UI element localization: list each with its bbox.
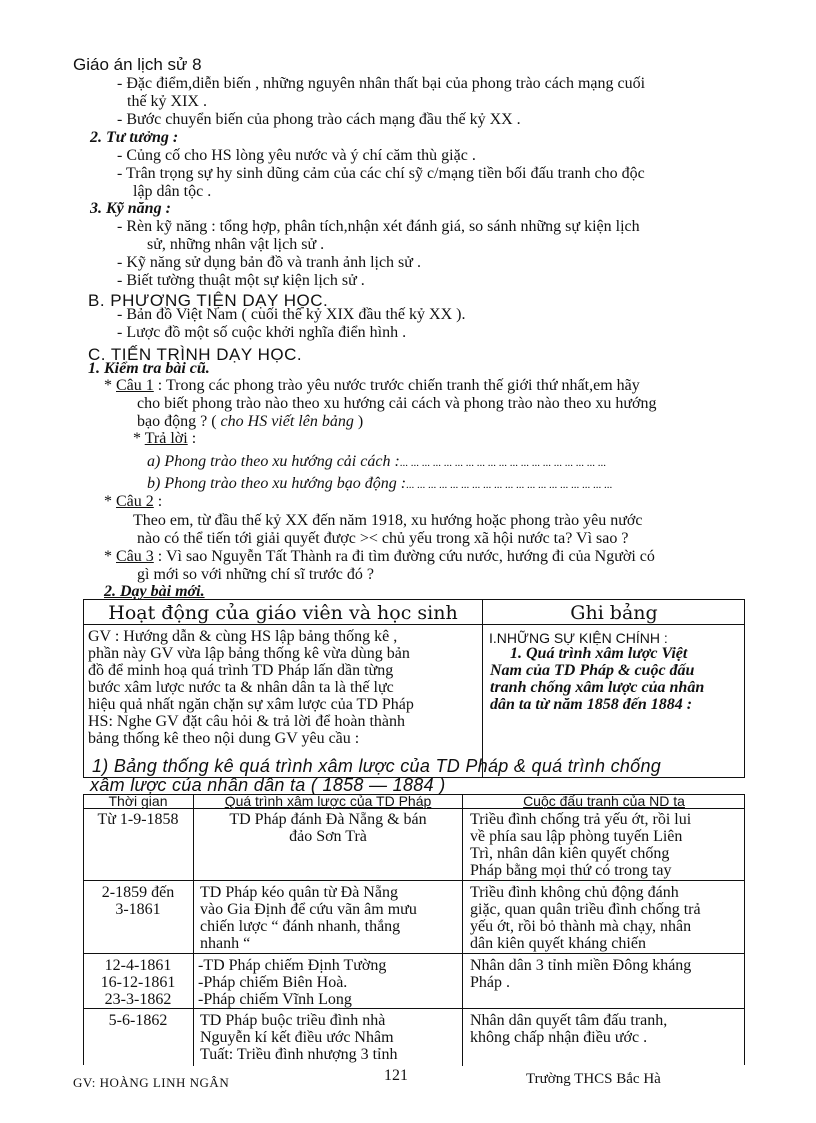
stats-col-divider-1 xyxy=(193,794,194,1066)
section-c-sub1: 1. Kiểm tra bài cũ. xyxy=(88,360,210,377)
row2-struggle-2: giặc, quan quân triều đình chống trả xyxy=(470,901,701,918)
activity-col1-line-3: đồ để minh hoạ quá trình TD Pháp lấn dần từng xyxy=(88,662,394,679)
td-heading: 2. Tư tưởng : xyxy=(90,129,179,146)
row2-struggle-4: dân kiên quyết kháng chiến xyxy=(470,935,646,952)
kn-line-1: - Rèn kỹ năng : tổng hợp, phân tích,nhận xét đánh giá, so sánh những sự kiện lịch xyxy=(117,218,640,235)
row3-struggle-2: Pháp . xyxy=(470,974,510,991)
header-title: Giáo án lịch sử 8 xyxy=(73,55,202,74)
row4-time-1: 5-6-1862 xyxy=(108,1012,168,1029)
stats-header-struggle: Cuộc đấu tranh của ND ta xyxy=(523,793,685,809)
section-b-line-1: - Bản đồ Việt Nam ( cuối thế kỷ XIX đầu thế kỷ XX ). xyxy=(117,306,466,323)
stats-title-line-1: 1) Bảng thống kê quá trình xâm lược của TD Pháp & quá trình chống xyxy=(92,756,662,776)
footer-page-number: 121 xyxy=(384,1067,408,1084)
row4-struggle-1: Nhân dân quyết tâm đấu tranh, xyxy=(470,1012,668,1029)
q2-label: Câu 2 xyxy=(116,493,154,510)
row3-process-1: -TD Pháp chiếm Định Tường xyxy=(198,957,387,974)
activity-table-divider xyxy=(482,599,483,778)
answer-b-dots: ... ... ... ... ... ... ... ... ... ... ... ... ... ... ... ... ... ... ... xyxy=(406,479,613,491)
row3-time-2: 16-12-1861 xyxy=(100,974,176,991)
row4-struggle-2: không chấp nhận điều ước . xyxy=(470,1029,648,1046)
activity-col2-line-2: Nam của TD Pháp & cuộc đấu xyxy=(490,662,695,679)
row2-time-2: 3-1861 xyxy=(115,901,161,918)
q1-text-3: bạo động ? ( xyxy=(137,413,221,430)
td-line-1: - Củng cố cho HS lòng yêu nước và ý chí căm thù giặc . xyxy=(117,147,476,164)
q2-label-line: * Câu 2 : xyxy=(104,493,163,510)
q2-line-2: nào có thể tiến tới giải quyết được >< chủ yếu trong xã hội nước ta? Vì sao ? xyxy=(137,530,629,547)
answer-a-text: a) Phong trào theo xu hướng cải cách : xyxy=(147,453,400,470)
row4-process-1: TD Pháp buộc triều đình nhà xyxy=(200,1012,386,1029)
activity-col1-line-2: phần này GV vừa lập bảng thống kê vừa dùng bản xyxy=(88,645,410,662)
kt-line-1: - Đặc điểm,diễn biến , những nguyên nhân thất bại của phong trào cách mạng cuối xyxy=(117,75,646,92)
q1-label: Câu 1 xyxy=(116,377,154,394)
row3-time-3: 23-3-1862 xyxy=(104,991,172,1008)
kt-line-3: - Bước chuyển biến của phong trào cách mạng đầu thế kỷ XX . xyxy=(117,111,521,128)
row1-time-1: Từ 1-9-1858 xyxy=(97,811,179,828)
answer-label-line: * Trả lời : xyxy=(133,430,197,447)
row4-process-3: Tuất: Triều đình nhượng 3 tỉnh xyxy=(200,1046,398,1063)
kn-line-2: sử, những nhân vật lịch sử . xyxy=(147,236,325,253)
row1-process-2: đảo Sơn Trà xyxy=(289,828,367,845)
q1-text-1: : Trong các phong trào yêu nước trước chiến tranh thế giới thứ nhất,em hãy xyxy=(153,377,640,394)
answer-b xyxy=(147,475,612,494)
stats-header-process: Quá trình xâm lược của TD Pháp xyxy=(224,793,432,809)
stats-row-line-3 xyxy=(83,1008,745,1009)
answer-a-dots: ... ... ... ... ... ... ... ... ... ... ... ... ... ... ... ... ... ... ... xyxy=(399,457,607,469)
row3-process-2: -Pháp chiếm Biên Hoà. xyxy=(198,974,348,991)
row1-process-1: TD Pháp đánh Đà Nẵng & bán xyxy=(229,811,427,828)
row1-struggle-1: Triều đình chống trả yếu ớt, rồi lui xyxy=(470,811,692,828)
kn-line-4: - Biết tường thuật một sự kiện lịch sử . xyxy=(117,272,365,289)
q3-text-1: : Vì sao Nguyễn Tất Thành ra đi tìm đường cứu nước, hướng đi của Người có xyxy=(153,548,655,565)
section-c-heading: C. TIẾN TRÌNH DẠY HỌC. xyxy=(88,345,303,364)
row4-process-2: Nguyễn kí kết điều ước Nhâm xyxy=(200,1029,394,1046)
kt-line-2: thế kỷ XIX . xyxy=(127,93,207,110)
activity-col2-line-4: dân ta từ năm 1858 đến 1884 : xyxy=(490,696,693,713)
q3-line-1: * Câu 3 : Vì sao Nguyễn Tất Thành ra đi tìm đường cứu nước, hướng đi của Người có xyxy=(104,548,655,565)
activity-col1-line-7: bảng thống kê theo nội dung GV yêu cầu : xyxy=(88,730,360,747)
answer-label: Trả lời xyxy=(144,430,188,447)
activity-col1-header: Hoạt động của giáo viên và học sinh xyxy=(108,602,458,624)
q1-line-1: * Câu 1 : Trong các phong trào yêu nước trước chiến tranh thế giới thứ nhất,em hãy xyxy=(104,377,640,394)
activity-col1-line-5: hiệu quả nhất ngăn chặn sự xâm lược của TD Pháp xyxy=(88,696,414,713)
stats-col-divider-2 xyxy=(462,794,463,1066)
activity-col1-line-4: bước xâm lược nước ta & nhân dân ta là thế lực xyxy=(88,679,394,696)
td-line-3: lập dân tộc . xyxy=(133,183,212,200)
footer-teacher: GV: HOÀNG LINH NGÂN xyxy=(73,1075,230,1090)
activity-col2-heading: I.NHỮNG SỰ KIỆN CHÍNH : xyxy=(489,630,668,646)
footer-school: Trường THCS Bắc Hà xyxy=(526,1071,661,1087)
activity-table-header-line xyxy=(83,624,745,625)
kn-heading: 3. Kỹ năng : xyxy=(90,200,171,217)
row2-process-2: vào Gia Định để cứu vãn âm mưu xyxy=(200,901,417,918)
row2-time-1: 2-1859 đến xyxy=(101,884,175,901)
q1-line-3 xyxy=(137,413,363,431)
q3-line-2: gì mới so với những chí sĩ trước đó ? xyxy=(137,566,374,583)
section-b-line-2: - Lược đồ một số cuộc khởi nghĩa điển hình . xyxy=(117,324,407,341)
q1-close: ) xyxy=(353,413,364,430)
kn-line-3: - Kỹ năng sử dụng bản đồ và tranh ảnh lịch sử . xyxy=(117,254,421,271)
section-b-heading: B. PHƯƠNG TIỆN DẠY HỌC. xyxy=(88,291,329,310)
row3-process-3: -Pháp chiếm Vĩnh Long xyxy=(198,991,352,1008)
stats-row-line-2 xyxy=(83,953,745,954)
row3-time-1: 12-4-1861 xyxy=(104,957,172,974)
activity-col2-line-1: 1. Quá trình xâm lược Việt xyxy=(510,645,688,662)
row2-struggle-1: Triều đình không chủ động đánh xyxy=(470,884,679,901)
td-line-2: - Trân trọng sự hy sinh dũng cảm của các chí sỹ c/mạng tiền bối đấu tranh cho độc xyxy=(117,165,645,182)
answer-b-text: b) Phong trào theo xu hướng bạo động : xyxy=(147,475,407,492)
activity-col2-line-3: tranh chống xâm lược của nhân xyxy=(490,679,705,696)
stats-title-line-2: xâm lược của nhân dân ta ( 1858 — 1884 ) xyxy=(90,775,446,795)
stats-row-line-1 xyxy=(83,880,745,881)
answer-a xyxy=(147,453,606,472)
activity-col1-line-1: GV : Hướng dẫn & cùng HS lập bảng thống kê , xyxy=(88,628,398,645)
row2-process-3: chiến lược “ đánh nhanh, thắng xyxy=(200,918,401,935)
q1-line-2: cho biết phong trào nào theo xu hướng cải cách và phong trào nào theo xu hướng xyxy=(137,395,657,412)
sub2-text: 2. Dạy bài mới. xyxy=(104,583,205,600)
row1-struggle-2: về phía sau lập phòng tuyến Liên xyxy=(470,828,683,845)
q2-line-1: Theo em, từ đầu thế kỷ XX đến năm 1918, xu hướng hoặc phong trào yêu nước xyxy=(133,512,643,529)
row3-struggle-1: Nhân dân 3 tỉnh miền Đông kháng xyxy=(470,957,692,974)
row1-struggle-4: Pháp bằng mọi thứ có trong tay xyxy=(470,862,672,879)
activity-col1-line-6: HS: Nghe GV đặt câu hỏi & trả lời để hoàn thành xyxy=(88,713,405,730)
row1-struggle-3: Trì, nhân dân kiên quyết chống xyxy=(470,845,670,862)
row2-process-1: TD Pháp kéo quân từ Đà Nẵng xyxy=(200,884,398,901)
q3-label: Câu 3 xyxy=(116,548,154,565)
row2-struggle-3: yếu ớt, rồi bỏ thành mà chạy, nhân xyxy=(470,918,692,935)
activity-col2-header: Ghi bảng xyxy=(570,602,658,624)
stats-header-time: Thời gian xyxy=(108,793,168,809)
q1-italic: cho HS viết lên bảng xyxy=(220,413,354,430)
row2-process-4: nhanh “ xyxy=(200,935,251,952)
